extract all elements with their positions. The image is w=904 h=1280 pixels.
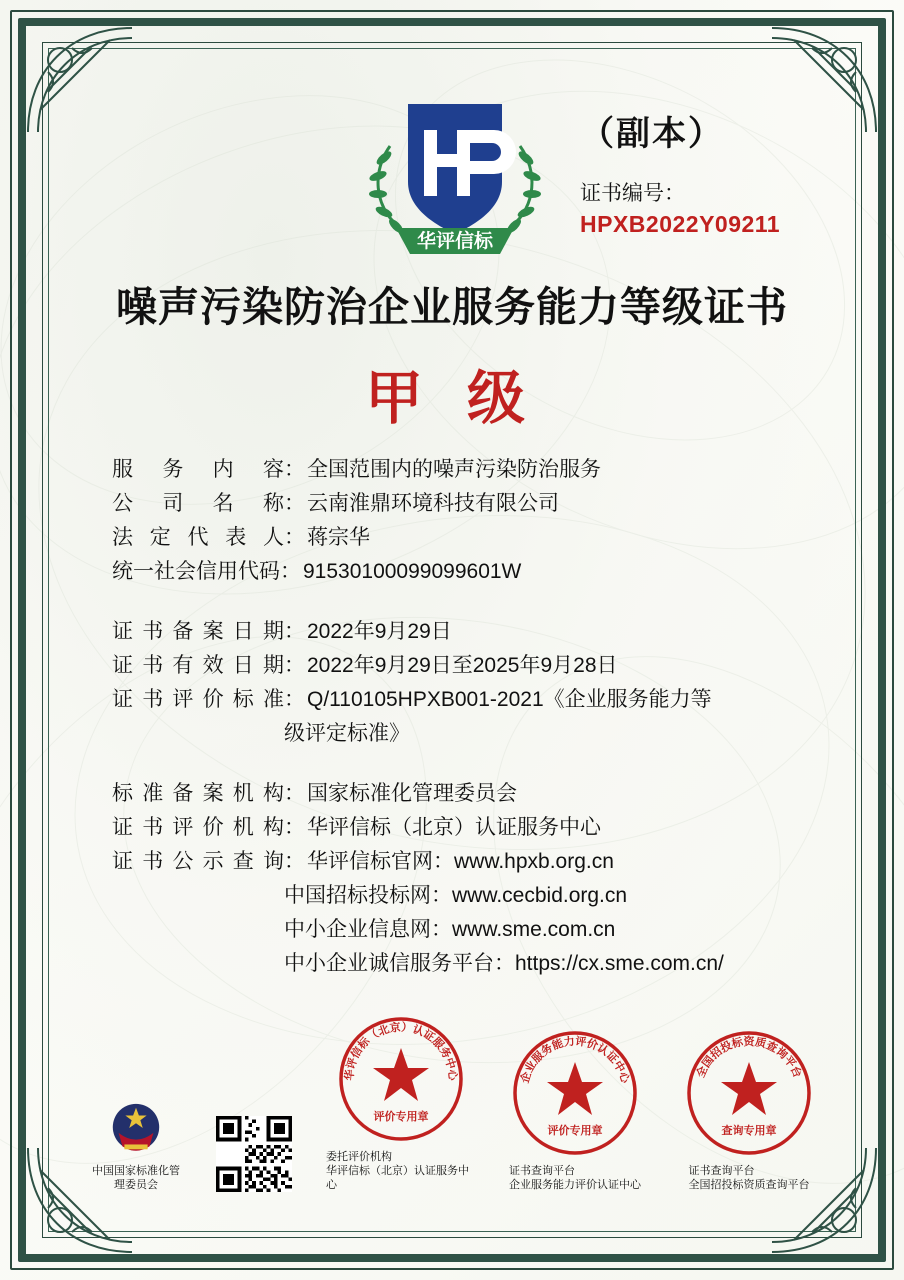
seal-caption-line1: 证书查询平台	[688, 1165, 755, 1177]
info-value: 蒋宗华	[307, 526, 370, 549]
colon: ：	[284, 492, 305, 515]
info-value: 全国范围内的噪声污染防治服务	[307, 458, 601, 481]
copy-label: （副本）	[580, 115, 724, 153]
gov-emblem-caption: 中国国家标准化管理委员会	[92, 1165, 180, 1191]
hpxb-logo-icon	[350, 86, 560, 266]
date-row	[112, 615, 844, 649]
date-value: 2022年9月29日至2025年9月28日	[307, 654, 618, 677]
colon: ：	[284, 526, 305, 549]
date-label: 证书备案日期	[112, 620, 284, 643]
info-row	[112, 555, 844, 589]
info-value: 91530100099099601W	[303, 560, 522, 583]
seal-caption	[509, 1164, 641, 1192]
seal-caption	[689, 1164, 810, 1192]
query-link-sme[interactable]: 中小企业信息网：www.sme.com.cn	[284, 918, 616, 941]
date-label: 证书有效日期	[112, 654, 284, 677]
standard-value-continued: 级评定标准》	[284, 722, 410, 745]
info-row	[112, 487, 844, 521]
info-row	[112, 521, 844, 555]
standard-value: Q/110105HPXB001-2021《企业服务能力等	[307, 688, 712, 711]
grade-label: 甲 级	[364, 366, 540, 431]
info-block	[112, 453, 844, 981]
query-row	[112, 845, 844, 879]
national-emblem-icon	[107, 1100, 165, 1158]
org-row	[112, 777, 844, 811]
seal-inner-text: 评价专用章	[547, 1125, 603, 1137]
org-value: 华评信标（北京）认证服务中心	[307, 816, 601, 839]
colon: ：	[284, 688, 305, 711]
query-label: 证书公示查询	[112, 850, 284, 873]
colon: ：	[280, 560, 301, 583]
colon: ：	[284, 620, 305, 643]
seal-caption-line2: 华评信标（北京）认证服务中心	[326, 1165, 469, 1191]
seal-row	[90, 1014, 824, 1192]
seal-caption	[326, 1150, 476, 1192]
org-label: 证书评价机构	[112, 816, 284, 839]
query-link-hpxb[interactable]: 华评信标官网：www.hpxb.org.cn	[307, 850, 614, 873]
info-label: 服 务 内 容	[112, 458, 284, 481]
red-seal-icon	[510, 1028, 640, 1158]
page-title: 噪声污染防治企业服务能力等级证书	[116, 284, 788, 330]
certificate-header	[60, 58, 844, 268]
seal-query-platform	[510, 1028, 640, 1158]
seal-evaluation	[336, 1014, 466, 1144]
red-seal-icon	[336, 1014, 466, 1144]
info-label: 法定代表人	[112, 526, 284, 549]
org-row	[112, 811, 844, 845]
seal-caption-line1: 证书查询平台	[509, 1165, 575, 1177]
qr-block[interactable]	[206, 1116, 302, 1192]
qr-code-icon[interactable]	[216, 1116, 292, 1192]
red-seal-icon	[684, 1028, 814, 1158]
seal-block	[326, 1014, 476, 1192]
colon: ：	[284, 816, 305, 839]
certificate-number-block	[574, 106, 834, 238]
seal-caption-line1: 委托评价机构	[326, 1151, 392, 1163]
certificate-number-label: 证书编号：	[580, 182, 685, 205]
seal-bidding-platform	[684, 1028, 814, 1158]
seal-inner-text: 评价专用章	[373, 1111, 429, 1123]
colon: ：	[284, 850, 305, 873]
certificate-number-value: HPXB2022Y09211	[580, 211, 781, 237]
info-label: 统一社会信用代码	[112, 560, 280, 583]
seal-ring-text: 华评信标（北京）认证服务中心	[343, 1021, 459, 1082]
seal-ring-text: 全国招投标资质查询平台	[694, 1036, 804, 1080]
org-label: 标准备案机构	[112, 782, 284, 805]
standard-label: 证书评价标准	[112, 688, 284, 711]
certificate-content	[60, 58, 844, 1222]
logo-ribbon-text: 华评信标	[416, 231, 494, 252]
seal-block	[674, 1028, 824, 1192]
gov-emblem-block	[90, 1100, 182, 1192]
seal-block	[500, 1028, 650, 1192]
info-label: 公 司 名 称	[112, 492, 284, 515]
org-value: 国家标准化管理委员会	[307, 782, 517, 805]
seal-inner-text: 查询专用章	[721, 1125, 777, 1137]
seal-caption-line2: 企业服务能力评价认证中心	[509, 1179, 641, 1191]
colon: ：	[284, 654, 305, 677]
query-link-cecbid[interactable]: 中国招标投标网：www.cecbid.org.cn	[284, 884, 628, 907]
info-row	[112, 453, 844, 487]
date-row	[112, 649, 844, 683]
date-value: 2022年9月29日	[307, 620, 452, 643]
query-link-cx-sme[interactable]: 中小企业诚信服务平台：https://cx.sme.com.cn/	[284, 952, 724, 975]
info-value: 云南淮鼎环境科技有限公司	[307, 492, 559, 515]
standard-row	[112, 683, 844, 717]
colon: ：	[284, 458, 305, 481]
colon: ：	[284, 782, 305, 805]
seal-caption-line2: 全国招投标资质查询平台	[688, 1179, 810, 1191]
seal-ring-text: 企业服务能力评价认证中心	[519, 1035, 631, 1085]
certificate-footer	[60, 1021, 844, 1214]
